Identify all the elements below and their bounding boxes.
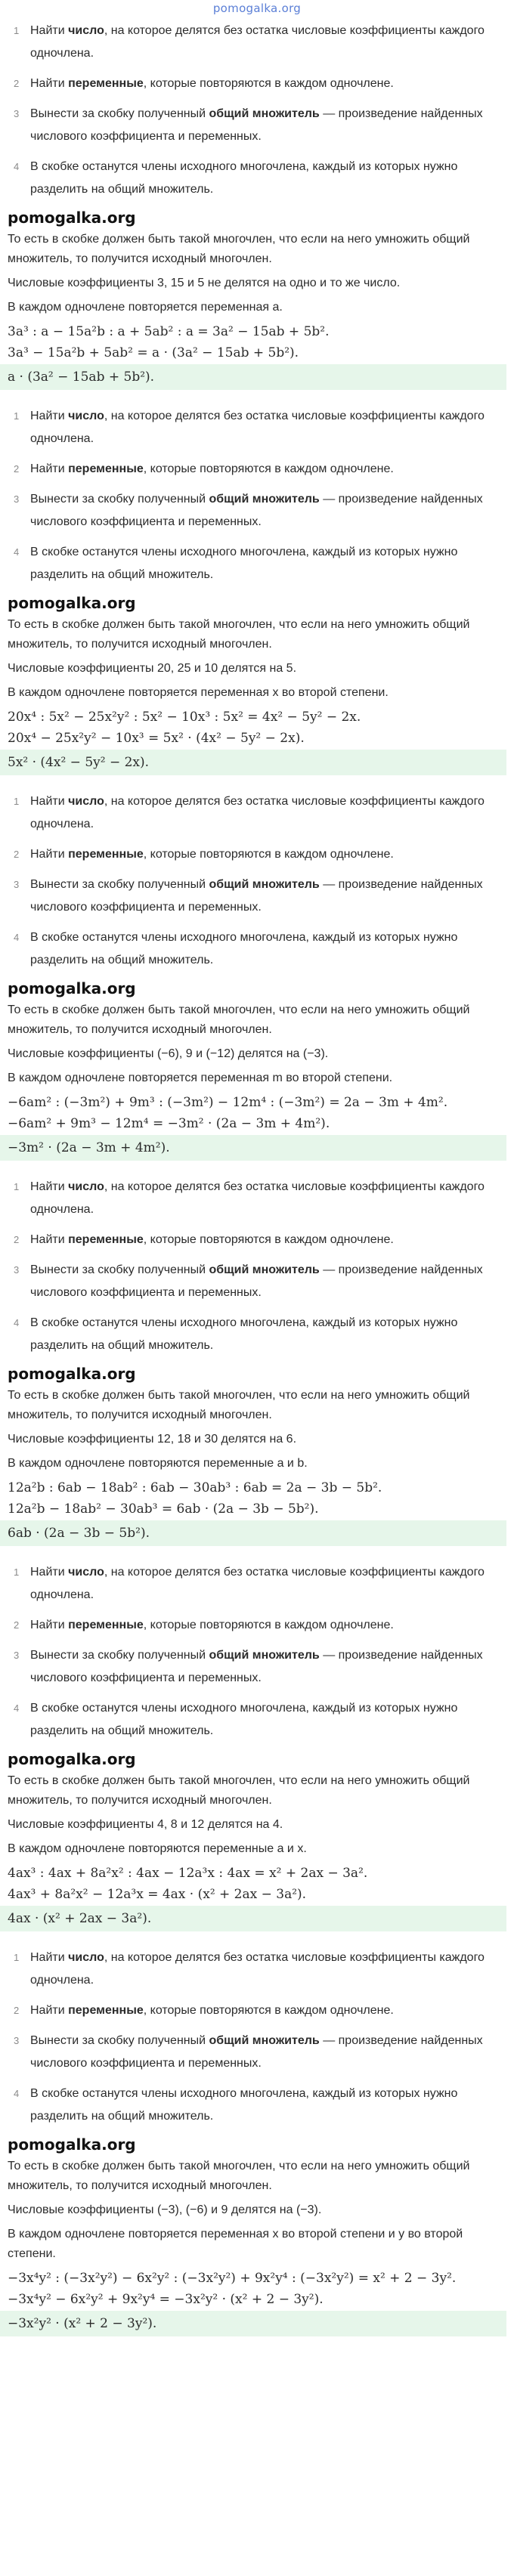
step-text-bold: число: [68, 1951, 104, 1964]
algorithm-step: [8, 1614, 506, 1637]
step-text-bold: общий множитель: [209, 1263, 320, 1276]
coefficient-note: Числовые коэффициенты 12, 18 и 30 делятся на 6.: [8, 1433, 297, 1446]
factored-equation: −6am² + 9m³ − 12m⁴ = −3m² · (2a − 3m + 4m²).: [8, 1116, 330, 1131]
step-text-post: В скобке останутся члены исходного многочлена, каждый из которых нужно разделить на общий множитель.: [30, 546, 458, 581]
step-number: 4: [14, 2088, 20, 2099]
step-number: 2: [14, 1619, 20, 1631]
coefficient-note: Числовые коэффициенты 20, 25 и 10 делятся на 5.: [8, 662, 297, 675]
step-number: 2: [14, 463, 20, 475]
site-watermark: pomogalka.org: [212, 2, 302, 15]
variable-note: В каждом одночлене повторяются переменные a и b.: [8, 1457, 308, 1470]
step-text-pre: Найти: [30, 848, 69, 861]
step-text-bold: переменные: [68, 1233, 144, 1246]
step-text-post: , на которое делятся без остатка числовые коэффициенты каждого одночлена.: [30, 410, 485, 445]
step-text-bold: общий множитель: [209, 2034, 320, 2047]
explanation: То есть в скобке должен быть такой многочлен, что если на него умножить общий множитель, то получится исходный многочлен.: [8, 1003, 470, 1036]
answer: 6ab · (2a − 3b − 5b²).: [0, 1520, 506, 1546]
algorithm-step: [8, 1229, 506, 1251]
algorithm-step: [8, 1644, 506, 1690]
step-text-post: , на которое делятся без остатка числовые коэффициенты каждого одночлена.: [30, 1180, 485, 1216]
watermark-row: [8, 979, 506, 997]
explanation: То есть в скобке должен быть такой многочлен, что если на него умножить общий множитель, то получится исходный многочлен.: [8, 2160, 470, 2192]
step-text-bold: переменные: [68, 77, 144, 90]
step-text-pre: Вынести за скобку полученный: [30, 1649, 209, 1662]
step-text-post: , которые повторяются в каждом одночлене.: [143, 2004, 394, 2017]
step-text-bold: общий множитель: [209, 107, 320, 120]
watermark: pomogalka.org: [8, 209, 136, 227]
step-number: 1: [14, 1181, 20, 1192]
step-number: 4: [14, 1702, 20, 1714]
explanation: То есть в скобке должен быть такой многочлен, что если на него умножить общий множитель, то получится исходный многочлен.: [8, 1389, 470, 1421]
algorithm-step: [8, 2083, 506, 2128]
watermark-row: [8, 2135, 506, 2154]
answer: 5x² · (4x² − 5y² − 2x).: [0, 750, 506, 775]
algorithm-step: [8, 405, 506, 450]
step-text-post: , на которое делятся без остатка числовые коэффициенты каждого одночлена.: [30, 795, 485, 830]
algorithm-step: [8, 103, 506, 148]
watermark-row: [8, 1365, 506, 1383]
step-text-pre: Найти: [30, 1180, 69, 1193]
solution-block: [8, 1561, 506, 1931]
algorithm-step: [8, 156, 506, 201]
algorithm-step: [8, 1312, 506, 1357]
division-equation: 12a²b : 6ab − 18ab² : 6ab − 30ab³ : 6ab = 2a − 3b − 5b².: [8, 1480, 382, 1495]
explanation: То есть в скобке должен быть такой многочлен, что если на него умножить общий множитель, то получится исходный многочлен.: [8, 618, 470, 651]
step-text-post: В скобке останутся члены исходного многочлена, каждый из которых нужно разделить на общий множитель.: [30, 2087, 458, 2123]
step-text-post: , на которое делятся без остатка числовые коэффициенты каждого одночлена.: [30, 1951, 485, 1987]
step-number: 3: [14, 879, 20, 890]
watermark: pomogalka.org: [8, 979, 136, 997]
step-text-post: , которые повторяются в каждом одночлене.: [143, 462, 394, 475]
step-text-bold: общий множитель: [209, 493, 320, 506]
algorithm-steps: [8, 790, 506, 972]
factored-equation: 3a³ − 15a²b + 5ab² = a · (3a² − 15ab + 5b²).: [8, 345, 299, 360]
step-number: 4: [14, 932, 20, 943]
step-text-bold: число: [68, 410, 104, 422]
step-text-pre: Найти: [30, 24, 69, 37]
step-text-post: , на которое делятся без остатка числовые коэффициенты каждого одночлена.: [30, 24, 485, 60]
answer: a · (3a² − 15ab + 5b²).: [0, 364, 506, 390]
algorithm-steps: [8, 20, 506, 201]
step-text-pre: Найти: [30, 410, 69, 422]
algorithm-step: [8, 790, 506, 836]
algorithm-step: [8, 1561, 506, 1607]
explanation: То есть в скобке должен быть такой многочлен, что если на него умножить общий множитель, то получится исходный многочлен.: [8, 233, 470, 265]
answer: −3m² · (2a − 3m + 4m²).: [0, 1135, 506, 1161]
step-number: 4: [14, 546, 20, 558]
step-number: 3: [14, 108, 20, 119]
division-equation: 4ax³ : 4ax + 8a²x² : 4ax − 12a³x : 4ax = x² + 2ax − 3a².: [8, 1866, 368, 1881]
step-text-bold: число: [68, 24, 104, 37]
step-text-bold: переменные: [68, 462, 144, 475]
algorithm-step: [8, 1697, 506, 1743]
explanation: То есть в скобке должен быть такой многочлен, что если на него умножить общий множитель, то получится исходный многочлен.: [8, 1774, 470, 1807]
algorithm-step: [8, 874, 506, 919]
coefficient-note: Числовые коэффициенты (−3), (−6) и 9 делятся на (−3).: [8, 2203, 322, 2216]
step-number: 3: [14, 2035, 20, 2046]
algorithm-step: [8, 20, 506, 65]
step-text-post: — произведение найденных числового коэффициента и переменных.: [30, 1649, 483, 1684]
step-text-post: — произведение найденных числового коэффициента и переменных.: [30, 2034, 483, 2070]
step-text-bold: общий множитель: [209, 878, 320, 891]
step-number: 1: [14, 1566, 20, 1578]
step-number: 4: [14, 1317, 20, 1328]
step-text-pre: Найти: [30, 795, 69, 808]
step-number: 2: [14, 2005, 20, 2016]
watermark: pomogalka.org: [8, 2135, 136, 2154]
step-text-post: — произведение найденных числового коэффициента и переменных.: [30, 878, 483, 914]
variable-note: В каждом одночлене повторяется переменная a.: [8, 301, 283, 314]
step-text-post: — произведение найденных числового коэффициента и переменных.: [30, 493, 483, 528]
division-equation: 20x⁴ : 5x² − 25x²y² : 5x² − 10x³ : 5x² = 4x² − 5y² − 2x.: [8, 710, 361, 725]
watermark: pomogalka.org: [8, 1750, 136, 1768]
variable-note: В каждом одночлене повторяются переменные a и x.: [8, 1842, 307, 1855]
factored-equation: 20x⁴ − 25x²y² − 10x³ = 5x² · (4x² − 5y² − 2x).: [8, 731, 305, 746]
step-text-pre: Найти: [30, 1619, 69, 1631]
step-text-pre: Вынести за скобку полученный: [30, 878, 209, 891]
algorithm-steps: [8, 1947, 506, 2128]
step-text-post: — произведение найденных числового коэффициента и переменных.: [30, 1263, 483, 1299]
algorithm-step: [8, 541, 506, 586]
algorithm-steps: [8, 1176, 506, 1357]
step-text-post: В скобке останутся члены исходного многочлена, каждый из которых нужно разделить на общий множитель.: [30, 1702, 458, 1737]
algorithm-steps: [8, 405, 506, 586]
watermark-row: [8, 209, 506, 227]
step-text-post: — произведение найденных числового коэффициента и переменных.: [30, 107, 483, 143]
solution-block: [8, 20, 506, 390]
solution-block: [8, 405, 506, 775]
step-text-post: , которые повторяются в каждом одночлене.: [143, 77, 394, 90]
algorithm-step: [8, 1947, 506, 1992]
variable-note: В каждом одночлене повторяется переменная x во второй степени.: [8, 686, 389, 699]
algorithm-step: [8, 488, 506, 533]
coefficient-note: Числовые коэффициенты (−6), 9 и (−12) делятся на (−3).: [8, 1047, 329, 1060]
step-text-bold: переменные: [68, 1619, 144, 1631]
step-text-pre: Найти: [30, 1566, 69, 1579]
division-equation: 3a³ : a − 15a²b : a + 5ab² : a = 3a² − 15ab + 5b².: [8, 324, 330, 339]
watermark-row: [8, 594, 506, 612]
step-text-post: В скобке останутся члены исходного многочлена, каждый из которых нужно разделить на общий множитель.: [30, 1316, 458, 1352]
watermark: pomogalka.org: [8, 1365, 136, 1383]
step-text-pre: Найти: [30, 462, 69, 475]
step-text-pre: Найти: [30, 77, 69, 90]
step-text-post: В скобке останутся члены исходного многочлена, каждый из которых нужно разделить на общий множитель.: [30, 931, 458, 966]
solution-block: [8, 1176, 506, 1546]
watermark-row: [8, 1750, 506, 1768]
answer: 4ax · (x² + 2ax − 3a²).: [0, 1906, 506, 1931]
step-number: 1: [14, 796, 20, 807]
step-number: 3: [14, 1264, 20, 1276]
step-text-pre: Найти: [30, 2004, 69, 2017]
algorithm-step: [8, 1999, 506, 2022]
factored-equation: −3x⁴y² − 6x²y² + 9x²y⁴ = −3x²y² · (x² + 2 − 3y²).: [8, 2292, 324, 2307]
coefficient-note: Числовые коэффициенты 4, 8 и 12 делятся на 4.: [8, 1818, 283, 1831]
algorithm-step: [8, 843, 506, 866]
step-number: 3: [14, 493, 20, 505]
division-equation: −6am² : (−3m²) + 9m³ : (−3m²) − 12m⁴ : (−3m²) = 2a − 3m + 4m².: [8, 1095, 448, 1110]
solution-block: [8, 1947, 506, 2336]
step-text-bold: число: [68, 1180, 104, 1193]
algorithm-step: [8, 458, 506, 481]
step-text-post: , на которое делятся без остатка числовые коэффициенты каждого одночлена.: [30, 1566, 485, 1601]
coefficient-note: Числовые коэффициенты 3, 15 и 5 не делятся на одно и то же число.: [8, 277, 401, 289]
algorithm-step: [8, 73, 506, 95]
step-number: 1: [14, 25, 20, 36]
step-number: 2: [14, 1234, 20, 1245]
algorithm-step: [8, 1259, 506, 1304]
solution-content: [8, 20, 506, 2336]
step-text-bold: общий множитель: [209, 1649, 320, 1662]
watermark: pomogalka.org: [8, 594, 136, 612]
step-text-post: В скобке останутся члены исходного многочлена, каждый из которых нужно разделить на общий множитель.: [30, 160, 458, 196]
factored-equation: 4ax³ + 8a²x² − 12a³x = 4ax · (x² + 2ax − 3a²).: [8, 1887, 307, 1902]
step-number: 2: [14, 849, 20, 860]
step-text-pre: Вынести за скобку полученный: [30, 493, 209, 506]
algorithm-step: [8, 2030, 506, 2075]
step-text-pre: Вынести за скобку полученный: [30, 1263, 209, 1276]
step-text-bold: число: [68, 1566, 104, 1579]
step-text-pre: Вынести за скобку полученный: [30, 107, 209, 120]
factored-equation: 12a²b − 18ab² − 30ab³ = 6ab · (2a − 3b − 5b²).: [8, 1501, 319, 1517]
step-text-pre: Найти: [30, 1951, 69, 1964]
step-number: 1: [14, 410, 20, 422]
step-number: 1: [14, 1952, 20, 1963]
step-number: 3: [14, 1650, 20, 1661]
step-text-pre: Вынести за скобку полученный: [30, 2034, 209, 2047]
variable-note: В каждом одночлене повторяется переменная x во второй степени и y во второй степени.: [8, 2228, 463, 2260]
step-text-post: , которые повторяются в каждом одночлене.: [143, 848, 394, 861]
step-text-bold: число: [68, 795, 104, 808]
step-text-bold: переменные: [68, 848, 144, 861]
algorithm-steps: [8, 1561, 506, 1743]
solution-block: [8, 790, 506, 1161]
algorithm-step: [8, 1176, 506, 1221]
page-header: [8, 0, 506, 20]
algorithm-step: [8, 926, 506, 972]
division-equation: −3x⁴y² : (−3x²y²) − 6x²y² : (−3x²y²) + 9x²y⁴ : (−3x²y²) = x² + 2 − 3y².: [8, 2271, 457, 2286]
step-text-pre: Найти: [30, 1233, 69, 1246]
variable-note: В каждом одночлене повторяется переменная m во второй степени.: [8, 1072, 393, 1084]
step-number: 2: [14, 78, 20, 89]
step-text-post: , которые повторяются в каждом одночлене.: [143, 1233, 394, 1246]
answer: −3x²y² · (x² + 2 − 3y²).: [0, 2311, 506, 2336]
step-text-bold: переменные: [68, 2004, 144, 2017]
step-text-post: , которые повторяются в каждом одночлене.: [143, 1619, 394, 1631]
step-number: 4: [14, 161, 20, 172]
